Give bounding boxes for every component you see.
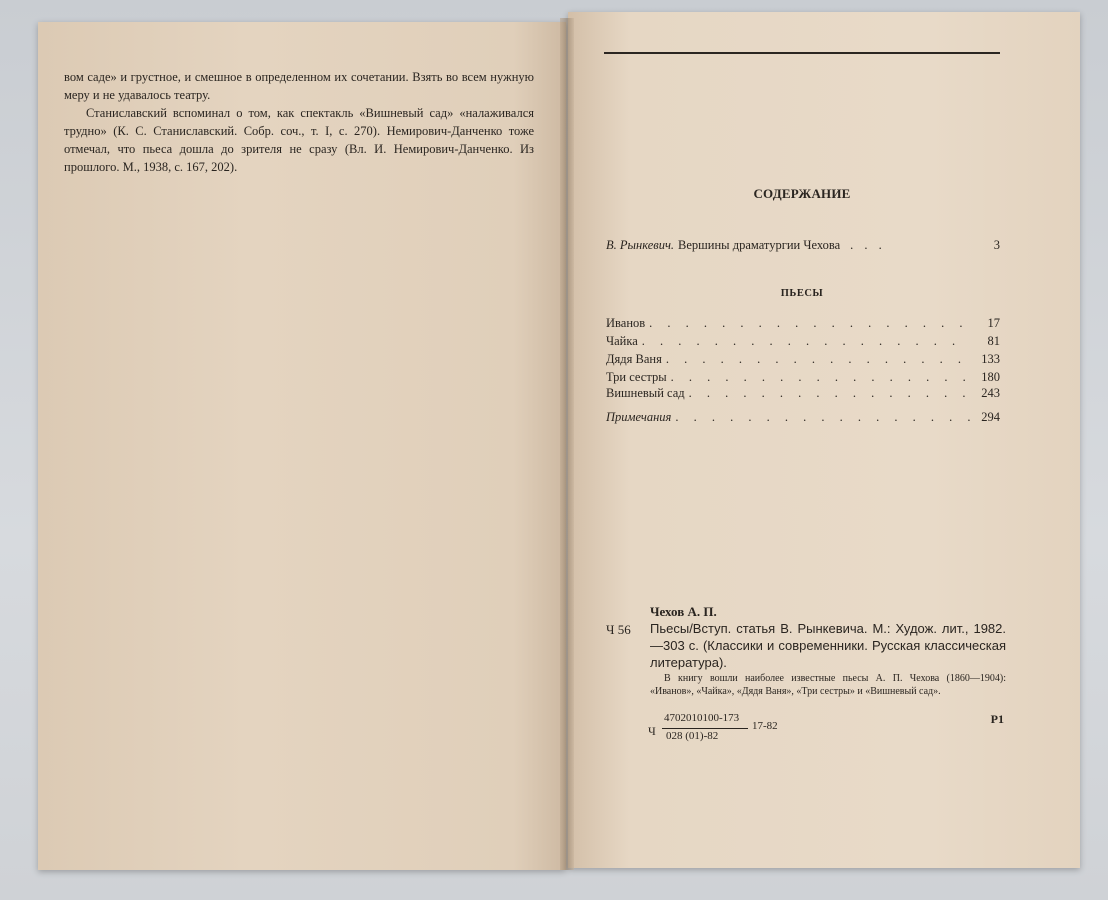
dot-leader — [675, 410, 970, 425]
book-spine — [560, 18, 574, 870]
author-heading: Чехов А. П. — [650, 604, 717, 619]
formula-numerator: 4702010100-173 — [664, 712, 740, 724]
library-code: Ч 56 — [606, 622, 631, 637]
top-rule — [604, 52, 1000, 54]
toc-entry-page: 17 — [987, 316, 1000, 330]
book-description: Пьесы/Вступ. статья В. Рынкевича. М.: Худож. лит., 1982.—303 с. (Классики и современники. Русская классическая литература). — [650, 621, 1006, 670]
intro-author: В. Рынкевич. — [606, 238, 675, 252]
dot-leader — [649, 316, 970, 331]
dot-leader — [642, 334, 970, 349]
book-annotation: В книгу вошли наиболее известные пьесы А. П. Чехова (1860—1904): «Иванов», «Чайка», «Дядя Ваня», «Три сестры» и «Вишневый сад». — [650, 673, 1006, 697]
toc-intro-entry — [606, 238, 1000, 253]
plays-section-title: ПЬЕСЫ — [780, 288, 824, 299]
toc-entry-page: 243 — [981, 386, 1000, 400]
toc-title: СОДЕРЖАНИЕ — [753, 186, 851, 201]
toc-entry-chaika — [606, 334, 1000, 352]
classification-sign: Р1 — [990, 712, 1004, 726]
toc-entry-page: 294 — [981, 410, 1000, 424]
index-formula — [648, 712, 1008, 752]
toc-entry-page: 81 — [987, 334, 1000, 348]
toc-entry-label: Три сестры — [606, 370, 667, 384]
toc-entry-dyadya-vanya — [606, 352, 1000, 370]
toc-entry-label: Дядя Ваня — [606, 352, 662, 366]
toc-entry-label: Вишневый сад — [606, 386, 685, 400]
formula-suffix: 17-82 — [752, 720, 778, 732]
toc-entry-page: 133 — [981, 352, 1000, 366]
toc-entry-vishnevyi-sad — [606, 386, 1000, 404]
dot-leader — [689, 386, 970, 401]
toc-entry-page: 180 — [981, 370, 1000, 384]
toc-entry-primechaniya — [606, 410, 1000, 428]
toc-entry-ivanov — [606, 316, 1000, 334]
toc-entry-label: Иванов — [606, 316, 646, 330]
intro-dots: . . . — [850, 238, 886, 252]
dot-leader — [671, 370, 970, 385]
intro-page: 3 — [993, 238, 1000, 252]
toc-entry-label: Примечания — [606, 410, 672, 424]
intro-title: Вершины драматургии Чехова — [678, 238, 841, 252]
formula-fraction-line — [662, 728, 748, 729]
formula-prefix: Ч — [648, 724, 656, 738]
left-paragraph-2: Станиславский вспоминал о том, как спектакль «Вишневый сад» «налаживался трудно» (К. С. Станиславский. Собр. соч., т. I, с. 270). Немирович-Данченко тоже отмечал, что пьеса дошла до зрителя не сразу (Вл. И. Немирович-Данченко. Из прошлого. М., 1938, с. 167, 202). — [64, 106, 534, 174]
left-page-text — [64, 68, 534, 176]
toc-entry-label: Чайка — [606, 334, 638, 348]
formula-denominator: 028 (01)-82 — [666, 730, 719, 742]
dot-leader — [666, 352, 970, 367]
left-paragraph-1: вом саде» и грустное, и смешное в определенном их сочетании. Взять во всем нужную меру и не удавалось театру. — [64, 70, 534, 102]
